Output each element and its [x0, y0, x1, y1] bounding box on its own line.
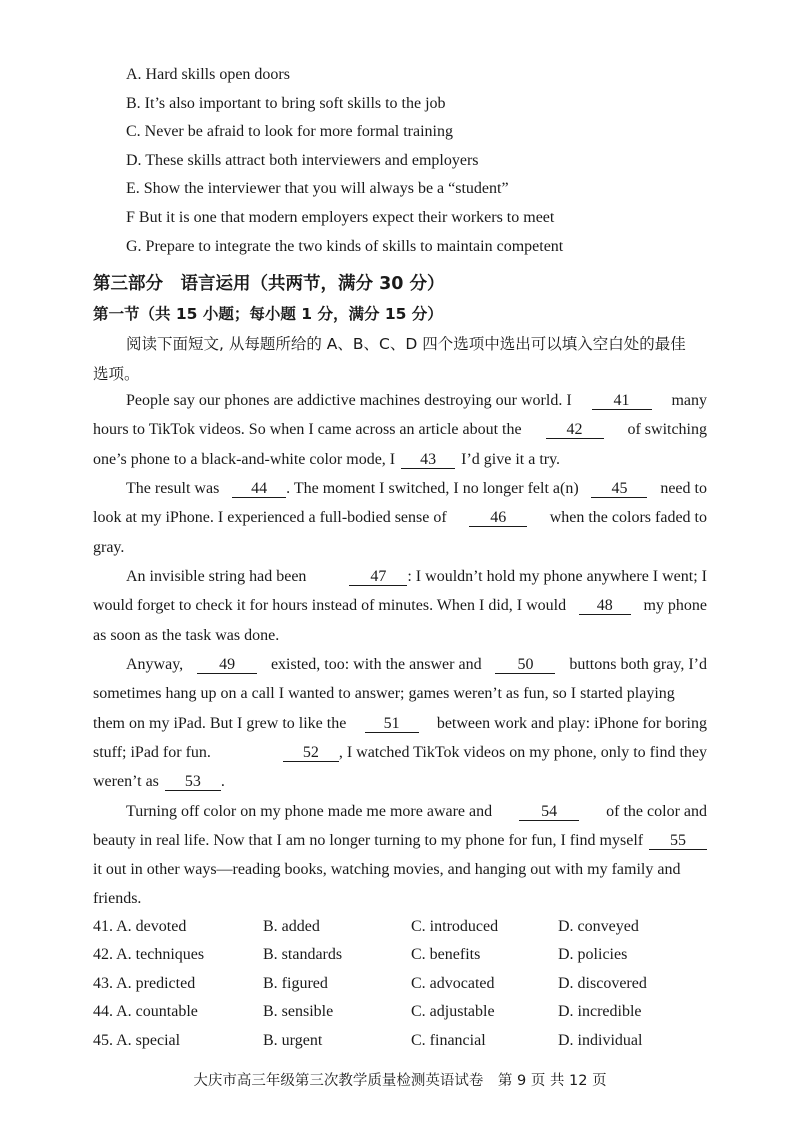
- passage-line: [126, 568, 707, 586]
- choice-c: C. advocated: [411, 975, 495, 992]
- passage-text: one’s phone to a black-and-white color mode, I: [93, 451, 396, 468]
- blank-43: 43: [401, 451, 455, 469]
- passage-line: [93, 539, 707, 557]
- passage-line: [93, 773, 707, 791]
- passage-text: when the colors faded to: [549, 509, 707, 526]
- passage-text: I’d give it a try.: [461, 451, 561, 468]
- option-g: G. Prepare to integrate the two kinds of skills to maintain competent: [126, 238, 564, 255]
- passage-text: need to: [660, 480, 707, 497]
- choice-d: D. conveyed: [558, 918, 639, 935]
- passage-text: look at my iPhone. I experienced a full-bodied sense of: [93, 509, 447, 526]
- blank-42: 42: [546, 421, 604, 439]
- choice-d: D. discovered: [558, 975, 647, 992]
- passage-line: [93, 744, 707, 762]
- instruction-line-2: 选项。: [93, 365, 140, 383]
- blank-47: 47: [349, 568, 407, 586]
- option-d: D. These skills attract both interviewers and employers: [126, 152, 479, 169]
- passage-text: existed, too: with the answer and: [270, 656, 482, 673]
- blank-51: 51: [365, 715, 419, 733]
- passage-line: [126, 480, 707, 498]
- option-b: B. It’s also important to bring soft skills to the job: [126, 95, 446, 112]
- page-footer: 大庆市高三年级第三次教学质量检测英语试卷 第 9 页 共 12 页: [193, 1073, 607, 1089]
- passage-line: [126, 656, 707, 674]
- blank-48: 48: [579, 597, 631, 615]
- passage-line: [93, 627, 707, 645]
- section-heading: 第一节（共 15 小题；每小题 1 分，满分 15 分）: [93, 305, 443, 323]
- passage-text: it out in other ways—reading books, watching movies, and hanging out with my family and: [93, 861, 681, 878]
- choice-c: C. adjustable: [411, 1003, 495, 1020]
- passage-text: as soon as the task was done.: [93, 627, 280, 644]
- passage-text: them on my iPad. But I grew to like the: [93, 715, 347, 732]
- passage-text: would forget to check it for hours instead of minutes. When I did, I would: [93, 597, 567, 614]
- choice-a: 42. A. techniques: [93, 946, 205, 963]
- choice-b: B. standards: [263, 946, 343, 963]
- choice-b: B. figured: [263, 975, 328, 992]
- choice-b: B. urgent: [263, 1032, 323, 1049]
- passage-line: [126, 392, 707, 410]
- passage-line: [93, 421, 707, 439]
- blank-46: 46: [469, 509, 527, 527]
- passage-line: [93, 715, 707, 733]
- passage-line: [93, 597, 707, 615]
- passage-line: [126, 803, 707, 821]
- blank-52: 52: [283, 744, 339, 762]
- passage-text: .: [220, 773, 225, 790]
- choice-d: D. incredible: [558, 1003, 642, 1020]
- passage-text: beauty in real life. Now that I am no longer turning to my phone for fun, I find myself: [93, 832, 644, 849]
- passage-text: sometimes hang up on a call I wanted to answer; games weren’t as fun, so I started playing: [93, 685, 675, 702]
- choice-c: C. benefits: [411, 946, 481, 963]
- passage-text: The result was: [126, 480, 220, 497]
- blank-53: 53: [165, 773, 221, 791]
- passage-text: weren’t as: [93, 773, 159, 790]
- passage-text: , I watched TikTok videos on my phone, only to find they: [338, 744, 707, 761]
- passage-text: Anyway,: [126, 656, 184, 673]
- blank-54: 54: [519, 803, 579, 821]
- passage-text: my phone: [643, 597, 707, 614]
- passage-line: [93, 451, 707, 469]
- blank-41: 41: [592, 392, 652, 410]
- passage-text: of switching: [627, 421, 707, 438]
- choice-d: D. individual: [558, 1032, 643, 1049]
- choice-b: B. sensible: [263, 1003, 334, 1020]
- passage-line: [93, 509, 707, 527]
- option-a: A. Hard skills open doors: [126, 66, 290, 83]
- blank-44: 44: [232, 480, 286, 498]
- choice-c: C. introduced: [411, 918, 499, 935]
- passage-text: Turning off color on my phone made me more aware and: [126, 803, 493, 820]
- blank-50: 50: [495, 656, 555, 674]
- choice-a: 41. A. devoted: [93, 918, 187, 935]
- passage-line: [93, 685, 707, 703]
- choice-a: 45. A. special: [93, 1032, 181, 1049]
- passage-text: friends.: [93, 890, 142, 907]
- choice-b: B. added: [263, 918, 320, 935]
- choice-d: D. policies: [558, 946, 628, 963]
- passage-text: many: [671, 392, 707, 409]
- passage-text: . The moment I switched, I no longer felt a(n): [286, 480, 579, 497]
- passage-text: buttons both gray, I’d: [569, 656, 707, 673]
- blank-55: 55: [649, 832, 707, 850]
- passage-line: [93, 832, 707, 850]
- passage-text: An invisible string had been: [126, 568, 307, 585]
- passage-line: [93, 861, 707, 879]
- passage-text: of the color and: [606, 803, 707, 820]
- passage-text: gray.: [93, 539, 125, 556]
- instruction-line-1: 阅读下面短文, 从每题所给的 A、B、C、D 四个选项中选出可以填入空白处的最佳: [126, 335, 686, 353]
- choice-c: C. financial: [411, 1032, 486, 1049]
- blank-45: 45: [591, 480, 647, 498]
- passage-text: hours to TikTok videos. So when I came across an article about the: [93, 421, 522, 438]
- blank-49: 49: [197, 656, 257, 674]
- choice-a: 44. A. countable: [93, 1003, 198, 1020]
- passage-text: between work and play: iPhone for boring: [436, 715, 707, 732]
- option-f: F But it is one that modern employers expect their workers to meet: [126, 209, 555, 226]
- passage-text: People say our phones are addictive machines destroying our world. I: [126, 392, 572, 409]
- passage-text: stuff; iPad for fun.: [93, 744, 211, 761]
- passage-line: [93, 890, 707, 908]
- passage-text: : I wouldn’t hold my phone anywhere I went; I: [407, 568, 707, 585]
- part-heading: 第三部分 语言运用（共两节，满分 30 分）: [93, 274, 445, 294]
- option-e: E. Show the interviewer that you will always be a “student”: [126, 180, 509, 197]
- choice-a: 43. A. predicted: [93, 975, 196, 992]
- option-c: C. Never be afraid to look for more formal training: [126, 123, 453, 140]
